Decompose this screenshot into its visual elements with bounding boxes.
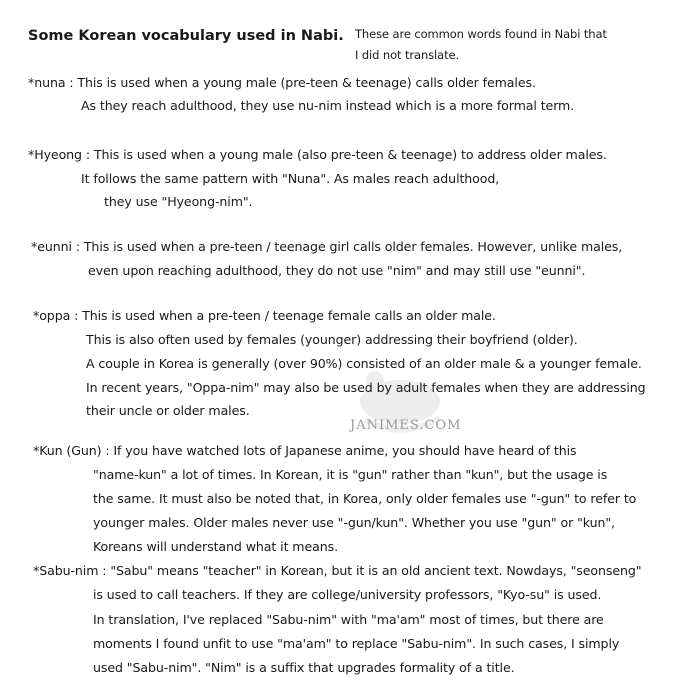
sabu-line-1: *Sabu-nim : "Sabu" means "teacher" in Korean, but it is an old ancient text. Nowdays, "seonseng" — [33, 563, 642, 578]
kun-line-1: *Kun (Gun) : If you have watched lots of Japanese anime, you should have heard of this — [33, 443, 577, 458]
kun-line-2: "name-kun" a lot of times. In Korean, it is "gun" rather than "kun", but the usage is — [93, 467, 608, 482]
sabu-line-4: moments I found unfit to use "ma'am" to replace "Sabu-nim". In such cases, I simply — [93, 636, 620, 651]
header-note-line-1: These are common words found in Nabi that — [355, 27, 607, 41]
oppa-line-3: A couple in Korea is generally (over 90%) consisted of an older male & a younger female. — [86, 356, 642, 371]
eunni-line-1: *eunni : This is used when a pre-teen / teenage girl calls older females. However, unlike males, — [31, 239, 623, 254]
sabu-line-5: used "Sabu-nim". "Nim" is a suffix that upgrades formality of a title. — [93, 660, 515, 675]
kun-line-4: younger males. Older males never use "-gun/kun". Whether you use "gun" or "kun", — [93, 515, 615, 530]
oppa-line-1: *oppa : This is used when a pre-teen / teenage female calls an older male. — [33, 308, 496, 323]
watermark-text: JANIMES.COM — [350, 418, 462, 433]
oppa-line-5: their uncle or older males. — [86, 403, 250, 418]
header-note-line-2: I did not translate. — [355, 48, 460, 62]
sabu-line-2: is used to call teachers. If they are college/university professors, "Kyo-su" is used. — [93, 587, 602, 602]
hyeong-line-2: It follows the same pattern with "Nuna". As males reach adulthood, — [81, 171, 500, 186]
nuna-line-1: *nuna : This is used when a young male (pre-teen & teenage) calls older females. — [28, 75, 536, 90]
nuna-line-2: As they reach adulthood, they use nu-nim instead which is a more formal term. — [81, 98, 575, 113]
kun-line-3: the same. It must also be noted that, in Korea, only older females use "-gun" to refer to — [93, 491, 637, 506]
page-title: Some Korean vocabulary used in Nabi. — [28, 28, 344, 44]
oppa-line-2: This is also often used by females (younger) addressing their boyfriend (older). — [86, 332, 578, 347]
hyeong-line-3: they use "Hyeong-nim". — [104, 194, 253, 209]
eunni-line-2: even upon reaching adulthood, they do not use "nim" and may still use "eunni". — [88, 263, 586, 278]
sabu-line-3: In translation, I've replaced "Sabu-nim" with "ma'am" most of times, but there are — [93, 612, 604, 627]
kun-line-5: Koreans will understand what it means. — [93, 539, 338, 554]
oppa-line-4: In recent years, "Oppa-nim" may also be used by adult females when they are addressing — [86, 380, 646, 395]
hyeong-line-1: *Hyeong : This is used when a young male (also pre-teen & teenage) to address older males. — [28, 147, 607, 162]
